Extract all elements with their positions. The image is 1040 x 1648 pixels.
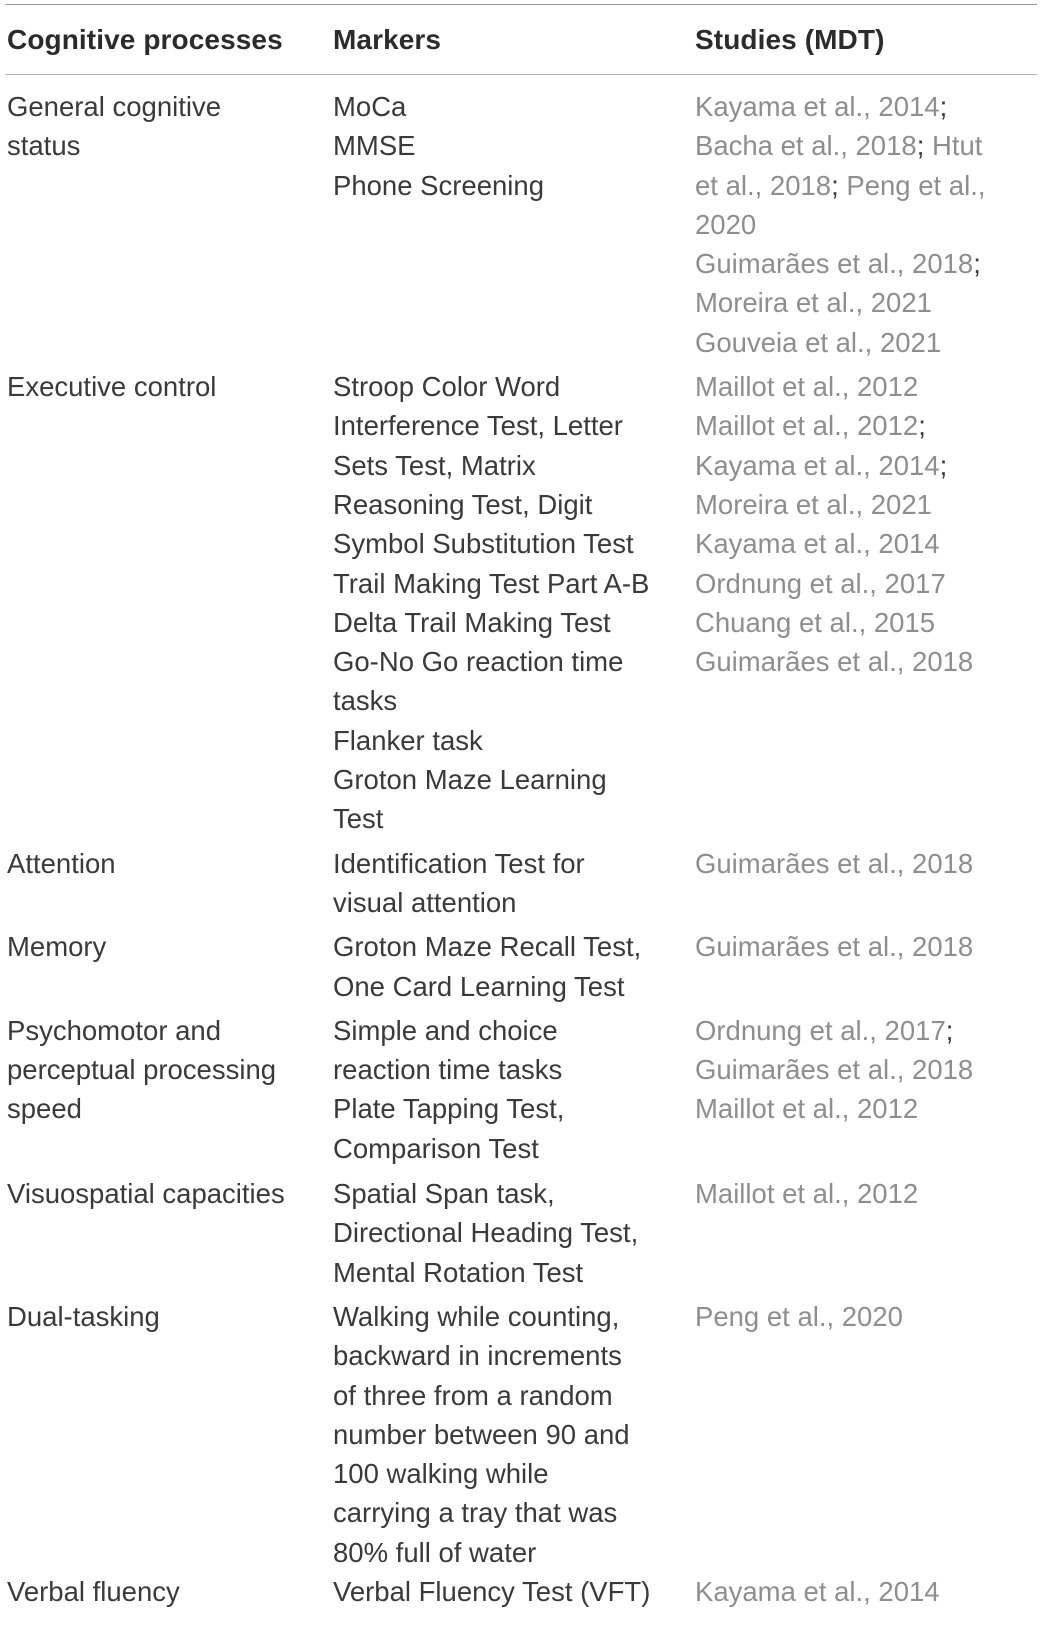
study-line (695, 244, 1037, 283)
study-line (695, 642, 1037, 681)
study-line (695, 283, 1037, 322)
study-reference-link[interactable]: Ordnung et al., 2017 (695, 567, 946, 599)
separator: ; (939, 449, 948, 481)
separator: ; (945, 1014, 954, 1046)
marker-line: Symbol Substitution Test (333, 528, 634, 560)
markers-cell (333, 927, 695, 1006)
process-cell (5, 844, 333, 923)
marker-line: number between 90 and (333, 1418, 630, 1450)
studies-cell (695, 1011, 1037, 1168)
study-reference-link[interactable]: Gouveia et al., 2021 (695, 326, 942, 358)
study-reference-link[interactable]: Guimarães et al., 2018 (695, 847, 974, 879)
marker-line: Trail Making Test Part A-B (333, 567, 650, 599)
process-line: Attention (7, 847, 116, 879)
table-row (5, 362, 1037, 839)
marker-line: Verbal Fluency Test (VFT) (333, 1575, 651, 1607)
header-markers: Markers (333, 23, 442, 55)
study-line (695, 1572, 1037, 1611)
study-reference-link[interactable]: Maillot et al., 2012 (695, 371, 919, 403)
study-reference-link[interactable]: Maillot et al., 2012 (695, 1178, 919, 1210)
study-line (695, 844, 1037, 883)
studies-cell (695, 367, 1037, 839)
process-cell (5, 1297, 333, 1572)
marker-line: 100 walking while (333, 1458, 549, 1490)
table-body (5, 75, 1037, 1611)
process-cell (5, 367, 333, 839)
study-reference-link[interactable]: Moreira et al., 2021 (695, 287, 932, 319)
table-header-row (5, 5, 1037, 74)
study-line (695, 205, 1037, 244)
study-line (695, 1011, 1037, 1050)
marker-line: Directional Heading Test, (333, 1217, 639, 1249)
marker-line: Interference Test, Letter (333, 410, 623, 442)
study-reference-link[interactable]: Guimarães et al., 2018 (695, 248, 974, 280)
header-studies: Studies (MDT) (695, 23, 885, 55)
marker-line: Flanker task (333, 724, 483, 756)
process-cell (5, 1174, 333, 1292)
marker-line: Mental Rotation Test (333, 1256, 584, 1288)
study-reference-link[interactable]: Htut (924, 130, 983, 162)
study-line (695, 1174, 1037, 1213)
study-line (695, 564, 1037, 603)
markers-cell (333, 1174, 695, 1292)
marker-line: reaction time tasks (333, 1054, 563, 1086)
studies-cell (695, 844, 1037, 923)
markers-cell (333, 1297, 695, 1572)
marker-line: Groton Maze Learning (333, 764, 607, 796)
marker-line: Simple and choice (333, 1014, 558, 1046)
markers-cell (333, 844, 695, 923)
markers-cell (333, 367, 695, 839)
studies-cell (695, 927, 1037, 1006)
process-cell (5, 1572, 333, 1611)
study-line (695, 1089, 1037, 1128)
marker-line: MMSE (333, 130, 416, 162)
process-line: Executive control (7, 371, 217, 403)
marker-line: of three from a random (333, 1379, 613, 1411)
marker-line: Groton Maze Recall Test, (333, 931, 642, 963)
marker-line: Comparison Test (333, 1132, 539, 1164)
study-line (695, 524, 1037, 563)
marker-line: Delta Trail Making Test (333, 606, 611, 638)
study-reference-link[interactable]: Guimarães et al., 2018 (695, 931, 974, 963)
process-line: Visuospatial capacities (7, 1178, 285, 1210)
markers-cell (333, 1011, 695, 1168)
data-table (5, 4, 1037, 1611)
table-row (5, 1168, 1037, 1292)
marker-line: Reasoning Test, Digit (333, 488, 593, 520)
marker-line: Spatial Span task, (333, 1178, 555, 1210)
study-reference-link[interactable]: Peng et al., (838, 169, 986, 201)
table-row (5, 1572, 1037, 1611)
marker-line: Stroop Color Word (333, 371, 561, 403)
header-cognitive-processes: Cognitive processes (7, 23, 283, 55)
marker-line: Plate Tapping Test, (333, 1093, 565, 1125)
study-reference-link[interactable]: Peng et al., 2020 (695, 1300, 903, 1332)
table-row (5, 75, 1037, 362)
study-line (695, 485, 1037, 524)
process-line: General cognitive (7, 91, 222, 122)
study-reference-link[interactable]: Kayama et al., 2014 (695, 528, 940, 560)
marker-line: Phone Screening (333, 169, 544, 201)
study-reference-link[interactable]: Guimarães et al., 2018 (695, 646, 974, 678)
study-reference-link[interactable]: et al., 2018 (695, 169, 832, 201)
study-reference-link[interactable]: Moreira et al., 2021 (695, 488, 932, 520)
separator: ; (916, 130, 925, 162)
process-line: Psychomotor and (7, 1014, 221, 1046)
marker-line: Test (333, 803, 384, 835)
study-reference-link[interactable]: Ordnung et al., 2017 (695, 1014, 946, 1046)
markers-cell (333, 1572, 695, 1611)
study-reference-link[interactable]: Kayama et al., 2014 (695, 449, 940, 481)
marker-line: Go-No Go reaction time (333, 646, 624, 678)
studies-cell (695, 1297, 1037, 1572)
study-line (695, 87, 1037, 126)
study-reference-link[interactable]: Maillot et al., 2012 (695, 410, 919, 442)
study-line (695, 126, 1037, 165)
study-reference-link[interactable]: Guimarães et al., 2018 (695, 1054, 974, 1086)
separator: ; (831, 169, 839, 201)
study-line (695, 367, 1037, 406)
study-line (695, 446, 1037, 485)
process-cell (5, 87, 333, 362)
study-reference-link[interactable]: Kayama et al., 2014 (695, 91, 940, 122)
marker-line: Walking while counting, (333, 1300, 620, 1332)
study-line (695, 166, 1037, 205)
studies-cell (695, 87, 1037, 362)
marker-line: 80% full of water (333, 1536, 537, 1568)
study-reference-link[interactable]: Chuang et al., 2015 (695, 606, 936, 638)
studies-cell (695, 1572, 1037, 1611)
process-line: Dual-tasking (7, 1300, 160, 1332)
table-row (5, 922, 1037, 1006)
table-row (5, 839, 1037, 923)
process-line: speed (7, 1093, 82, 1125)
study-reference-link[interactable]: Maillot et al., 2012 (695, 1093, 919, 1125)
separator: ; (918, 410, 926, 442)
study-line (695, 406, 1037, 445)
marker-line: tasks (333, 685, 398, 717)
process-line: Verbal fluency (7, 1575, 180, 1607)
study-line (695, 323, 1037, 362)
markers-cell (333, 87, 695, 362)
marker-line: carrying a tray that was (333, 1497, 618, 1529)
marker-line: backward in increments (333, 1340, 622, 1372)
process-cell (5, 927, 333, 1006)
process-line: status (7, 130, 81, 162)
study-reference-link[interactable]: Bacha et al., 2018 (695, 130, 917, 162)
separator: ; (973, 248, 981, 280)
study-line (695, 927, 1037, 966)
table-row (5, 1292, 1037, 1572)
separator: ; (939, 91, 948, 122)
study-line (695, 603, 1037, 642)
process-line: perceptual processing (7, 1054, 277, 1086)
marker-line: One Card Learning Test (333, 970, 625, 1002)
studies-cell (695, 1174, 1037, 1292)
study-line (695, 1050, 1037, 1089)
marker-line: MoCa (333, 91, 407, 122)
study-reference-link[interactable]: Kayama et al., 2014 (695, 1575, 940, 1607)
marker-line: Sets Test, Matrix (333, 449, 536, 481)
process-line: Memory (7, 931, 107, 963)
study-line (695, 1297, 1037, 1336)
study-reference-link[interactable]: 2020 (695, 208, 757, 240)
table-row (5, 1006, 1037, 1168)
marker-line: visual attention (333, 886, 517, 918)
marker-line: Identification Test for (333, 847, 585, 879)
process-cell (5, 1011, 333, 1168)
